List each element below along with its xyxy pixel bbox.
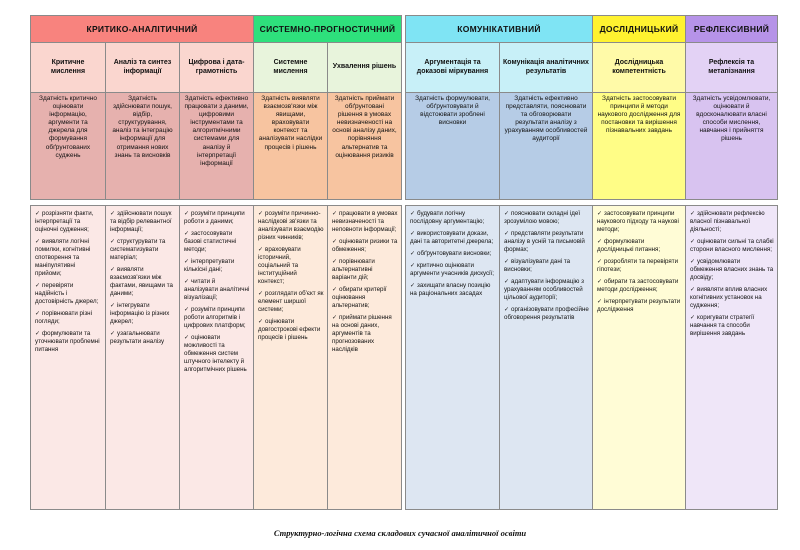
skill-text: розуміти принципи роботи з даними; xyxy=(184,210,245,225)
skill-list-item xyxy=(184,230,250,254)
bottom-panel-left xyxy=(30,205,402,510)
skill-list-item xyxy=(504,306,589,322)
skill-list-item xyxy=(410,210,496,226)
skill-text: оцінювати можливості та обмеження систем штучного інтелекту й алгоритмічних рішень xyxy=(184,334,247,373)
checkmark-icon: ✓ xyxy=(332,259,338,265)
checkmark-icon: ✓ xyxy=(690,239,696,245)
skill-text: застосовувати принципи наукового підходу та наукові методи; xyxy=(597,210,679,233)
skill-text: інтерпретувати результати дослідження xyxy=(597,298,681,313)
checkmark-icon: ✓ xyxy=(690,315,696,321)
checkmark-icon: ✓ xyxy=(258,211,264,217)
skill-list-item xyxy=(184,278,250,302)
column-title-argumentation: Аргументація та доказові міркування xyxy=(406,43,499,93)
skill-list-item xyxy=(332,210,398,234)
column-description-analysis-synthesis: Здатність здійснювати пошук, відбір, структурування, аналіз та інтеграцію інформації для отримання нових знань та висновків xyxy=(105,93,179,199)
skill-list-item xyxy=(258,246,324,286)
skill-list-item xyxy=(35,210,102,234)
column-title-communication-results: Комунікація аналітичних результатів xyxy=(499,43,592,93)
skills-list-decision-making xyxy=(327,206,401,509)
skill-list-item xyxy=(690,210,774,234)
group-header-research: ДОСЛІДНИЦЬКИЙ xyxy=(592,16,685,43)
skill-list-item xyxy=(110,302,176,326)
skill-text: оцінювати довгострокові ефекти процесів і рішень xyxy=(258,318,321,341)
skill-text: захищати власну позицію на раціональних засадах xyxy=(410,282,491,297)
checkmark-icon: ✓ xyxy=(110,303,116,309)
skills-list-systems-thinking xyxy=(253,206,327,509)
skill-text: інтерпретувати кількісні дані; xyxy=(184,258,235,273)
skill-list-item xyxy=(410,250,496,258)
skill-text: адаптувати інформацію з урахуванням особливостей цільової аудиторії; xyxy=(504,278,584,301)
skill-list-item xyxy=(184,258,250,274)
column-title-reflection: Рефлексія та метапізнання xyxy=(685,43,777,93)
skill-list-item xyxy=(597,278,682,294)
skill-text: розглядати об'єкт як елемент ширшої системи; xyxy=(258,290,324,313)
bottom-panel-right xyxy=(405,205,778,510)
top-panel-left xyxy=(30,15,402,200)
checkmark-icon: ✓ xyxy=(35,311,41,317)
skill-text: формулювати дослідницькі питання; xyxy=(597,238,661,253)
checkmark-icon: ✓ xyxy=(110,267,116,273)
column-title-critical-thinking: Критичне мислення xyxy=(31,43,105,93)
skill-text: обирати та застосовувати методи дослідження; xyxy=(597,278,679,293)
skill-text: обґрунтовувати висновки; xyxy=(417,250,492,257)
skill-list-item xyxy=(504,230,589,254)
skill-list-item xyxy=(110,266,176,298)
skill-list-item xyxy=(690,258,774,282)
skill-text: оцінювати ризики та обмеження; xyxy=(332,238,398,253)
column-description-decision-making: Здатність приймати обґрунтовані рішення в умовах невизначеності на основі аналізу даних, порівняння альтернатив та оцінювання ризиків xyxy=(327,93,401,199)
skill-text: організовувати професійне обговорення результатів xyxy=(504,306,589,321)
checkmark-icon: ✓ xyxy=(258,319,264,325)
checkmark-icon: ✓ xyxy=(597,259,603,265)
checkmark-icon: ✓ xyxy=(597,239,603,245)
skill-list-item xyxy=(504,210,589,226)
skill-text: представляти результати аналізу в усній та письмовій формах; xyxy=(504,230,585,253)
checkmark-icon: ✓ xyxy=(410,283,416,289)
checkmark-icon: ✓ xyxy=(184,307,190,313)
skill-text: узагальнювати результати аналізу xyxy=(110,330,165,345)
skill-text: застосовувати базові статистичні методи; xyxy=(184,230,237,253)
checkmark-icon: ✓ xyxy=(410,263,416,269)
top-panel-right xyxy=(405,15,778,200)
skill-text: оцінювати сильні та слабкі сторони власного мислення; xyxy=(690,238,774,253)
checkmark-icon: ✓ xyxy=(504,307,510,313)
checkmark-icon: ✓ xyxy=(332,239,338,245)
checkmark-icon: ✓ xyxy=(184,279,190,285)
skill-list-item xyxy=(35,330,102,354)
checkmark-icon: ✓ xyxy=(690,211,696,217)
skill-list-item xyxy=(504,278,589,302)
column-description-reflection: Здатність усвідомлювати, оцінювати й вдосконалювати власні способи мислення, навчання і прийняття рішень xyxy=(685,93,777,199)
group-header-communicative: КОМУНІКАТИВНИЙ xyxy=(406,16,592,43)
skill-list-item xyxy=(597,258,682,274)
checkmark-icon: ✓ xyxy=(504,231,510,237)
skill-list-item xyxy=(332,286,398,310)
checkmark-icon: ✓ xyxy=(258,291,264,297)
skill-text: працювати в умовах невизначеності та неповноти інформації; xyxy=(332,210,398,233)
skill-list-item xyxy=(332,314,398,354)
group-header-systemic-prognostic: СИСТЕМНО-ПРОГНОСТИЧНИЙ xyxy=(253,16,401,43)
checkmark-icon: ✓ xyxy=(184,211,190,217)
checkmark-icon: ✓ xyxy=(504,279,510,285)
column-title-decision-making: Ухвалення рішень xyxy=(327,43,401,93)
checkmark-icon: ✓ xyxy=(332,211,338,217)
skill-text: розрізняти факти, інтерпретації та оціночні судження; xyxy=(35,210,94,233)
checkmark-icon: ✓ xyxy=(597,299,603,305)
group-header-reflexive: РЕФЛЕКСИВНИЙ xyxy=(685,16,777,43)
skill-list-item xyxy=(35,238,102,278)
skill-text: пояснювати складні ідеї зрозумілою мовою; xyxy=(504,210,581,225)
skill-text: інтегрувати інформацію із різних джерел; xyxy=(110,302,170,325)
skill-text: використовувати докази, дані та авторитетні джерела; xyxy=(410,230,494,245)
skill-list-item xyxy=(410,282,496,298)
skill-text: розуміти причинно-наслідкові зв'язки та аналізувати взаємодію різних чинників; xyxy=(258,210,324,241)
skill-text: приймати рішення на основі даних, аргументів та прогнозованих наслідків xyxy=(332,314,392,353)
checkmark-icon: ✓ xyxy=(258,247,264,253)
skill-text: читати й аналізувати аналітичні візуалізації; xyxy=(184,278,250,301)
skill-text: порівнювати різні погляди; xyxy=(35,310,92,325)
skill-text: здійснювати рефлексію власної пізнавальної діяльності; xyxy=(690,210,765,233)
skill-list-item xyxy=(110,330,176,346)
skill-text: критично оцінювати аргументи учасників дискусії; xyxy=(410,262,494,277)
column-description-digital-literacy: Здатність ефективно працювати з даними, цифровими інструментами та алгоритмічними системами для аналізу й інтерпретації інформації xyxy=(179,93,253,199)
skill-text: будувати логічну послідовну аргументацію; xyxy=(410,210,485,225)
column-title-research-competence: Дослідницька компетентність xyxy=(592,43,685,93)
skill-list-item xyxy=(597,210,682,234)
skill-list-item xyxy=(690,286,774,310)
checkmark-icon: ✓ xyxy=(504,259,510,265)
skill-list-item xyxy=(332,238,398,254)
column-description-research-competence: Здатність застосовувати принципи й методи наукового дослідження для постановки та вирішення пізнавальних завдань xyxy=(592,93,685,199)
skill-list-item xyxy=(690,314,774,338)
checkmark-icon: ✓ xyxy=(184,231,190,237)
skills-list-digital-literacy xyxy=(179,206,253,509)
skill-text: виявляти вплив власних когнітивних установок на судження; xyxy=(690,286,768,309)
column-title-analysis-synthesis: Аналіз та синтез інформації xyxy=(105,43,179,93)
skill-text: розробляти та перевіряти гіпотези; xyxy=(597,258,679,273)
skill-text: виявляти логічні помилки, когнітивні спотворення та маніпулятивні прийоми; xyxy=(35,238,91,277)
group-header-critical-analytical: КРИТИКО-АНАЛІТИЧНИЙ xyxy=(31,16,253,43)
checkmark-icon: ✓ xyxy=(597,279,603,285)
checkmark-icon: ✓ xyxy=(410,251,416,257)
skill-text: враховувати історичний, соціальний та інституційний контекст; xyxy=(258,246,301,285)
skill-list-item xyxy=(332,258,398,282)
checkmark-icon: ✓ xyxy=(35,239,41,245)
skill-text: коригувати стратегії навчання та способи вирішення завдань xyxy=(690,314,755,337)
checkmark-icon: ✓ xyxy=(410,211,416,217)
skills-list-communication-results xyxy=(499,206,592,509)
checkmark-icon: ✓ xyxy=(332,287,338,293)
skill-list-item xyxy=(597,298,682,314)
checkmark-icon: ✓ xyxy=(184,259,190,265)
skill-list-item xyxy=(184,210,250,226)
skills-list-critical-thinking xyxy=(31,206,105,509)
skills-list-analysis-synthesis xyxy=(105,206,179,509)
skill-list-item xyxy=(184,334,250,374)
checkmark-icon: ✓ xyxy=(332,315,338,321)
skill-text: здійснювати пошук та відбір релевантної інформації; xyxy=(110,210,172,233)
skill-text: виявляти взаємозв'язки між фактами, явищами та даними; xyxy=(110,266,173,297)
skill-list-item xyxy=(110,210,176,234)
skill-list-item xyxy=(504,258,589,274)
skill-list-item xyxy=(410,262,496,278)
skill-list-item xyxy=(690,238,774,254)
skill-text: розуміти принципи роботи алгоритмів і цифрових платформ; xyxy=(184,306,246,329)
checkmark-icon: ✓ xyxy=(184,335,190,341)
column-description-argumentation: Здатність формулювати, обґрунтовувати й відстоювати зроблені висновки xyxy=(406,93,499,199)
checkmark-icon: ✓ xyxy=(35,211,41,217)
checkmark-icon: ✓ xyxy=(690,287,696,293)
skill-text: структурувати та систематизувати матеріал; xyxy=(110,238,166,261)
checkmark-icon: ✓ xyxy=(504,211,510,217)
column-title-digital-literacy: Цифрова і дата-грамотність xyxy=(179,43,253,93)
skill-text: обирати критерії оцінювання альтернатив; xyxy=(332,286,387,309)
figure-caption: Структурно-логічна схема складових сучасної аналітичної освіти xyxy=(273,528,527,538)
skills-list-reflection xyxy=(685,206,777,509)
skill-list-item xyxy=(184,306,250,330)
skills-list-research-competence xyxy=(592,206,685,509)
skill-list-item xyxy=(597,238,682,254)
skill-list-item xyxy=(410,230,496,246)
skill-text: формулювати та уточнювати проблемні питання xyxy=(35,330,100,353)
skill-text: перевіряти надійність і достовірність джерел; xyxy=(35,282,99,305)
column-description-critical-thinking: Здатність критично оцінювати інформацію, аргументи та джерела для формування обґрунтованих суджень xyxy=(31,93,105,199)
checkmark-icon: ✓ xyxy=(35,283,41,289)
skill-text: порівнювати альтернативні варіанти дій; xyxy=(332,258,375,281)
skill-list-item xyxy=(35,310,102,326)
column-description-systems-thinking: Здатність виявляти взаємозв'язки між явищами, враховувати контекст та аналізувати наслідки процесів і рішень xyxy=(253,93,327,199)
skills-list-argumentation xyxy=(406,206,499,509)
column-description-communication-results: Здатність ефективно представляти, пояснювати та обговорювати результати аналізу з урахуванням особливостей аудиторії xyxy=(499,93,592,199)
skill-list-item xyxy=(258,290,324,314)
checkmark-icon: ✓ xyxy=(690,259,696,265)
skill-list-item xyxy=(258,210,324,242)
checkmark-icon: ✓ xyxy=(110,211,116,217)
checkmark-icon: ✓ xyxy=(597,211,603,217)
checkmark-icon: ✓ xyxy=(110,331,116,337)
checkmark-icon: ✓ xyxy=(110,239,116,245)
skill-list-item xyxy=(258,318,324,342)
skill-text: усвідомлювати обмеження власних знань та досвіду; xyxy=(690,258,774,281)
skill-list-item xyxy=(35,282,102,306)
skill-text: візуалізувати дані та висновки; xyxy=(504,258,571,273)
checkmark-icon: ✓ xyxy=(410,231,416,237)
column-title-systems-thinking: Системне мислення xyxy=(253,43,327,93)
checkmark-icon: ✓ xyxy=(35,331,41,337)
skill-list-item xyxy=(110,238,176,262)
